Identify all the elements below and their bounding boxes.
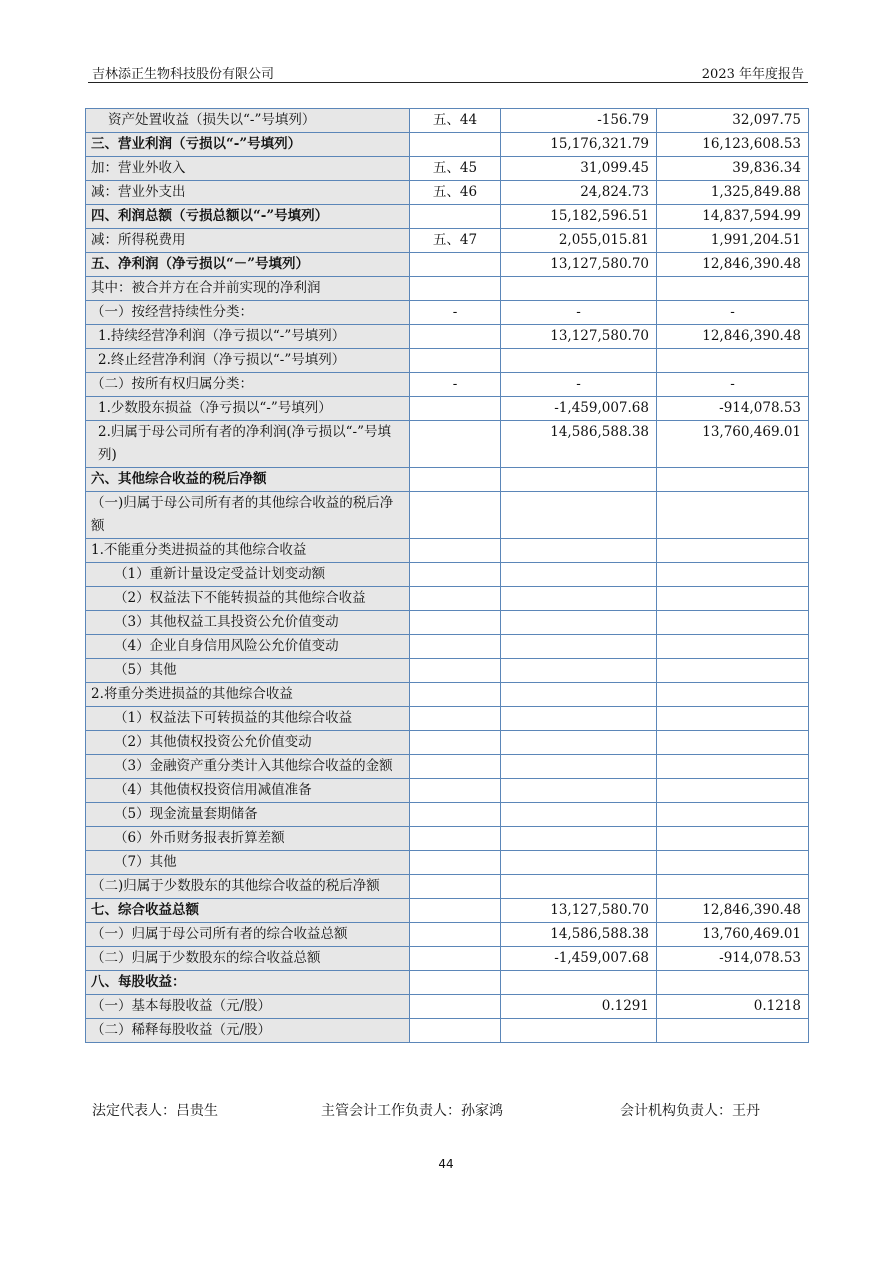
table-row — [86, 1019, 809, 1043]
income-statement-table — [85, 108, 809, 1043]
row-item-label: 2.终止经营净利润（净亏损以“-”号填列） — [86, 349, 410, 373]
row-prior-amount — [657, 827, 809, 851]
row-current-amount — [501, 277, 657, 301]
row-note-ref — [410, 325, 501, 349]
accounting-dept-head: 会计机构负责人：王丹 — [620, 1103, 760, 1119]
row-note-ref: 五、47 — [410, 229, 501, 253]
table-row — [86, 109, 809, 133]
row-current-amount: 31,099.45 — [501, 157, 657, 181]
row-prior-amount: 0.1218 — [657, 995, 809, 1019]
row-item-label: （一)归属于母公司所有者的其他综合收益的税后净额 — [86, 492, 410, 539]
table-row — [86, 995, 809, 1019]
table-row — [86, 851, 809, 875]
row-current-amount — [501, 731, 657, 755]
row-item-label: （4）企业自身信用风险公允价值变动 — [86, 635, 410, 659]
row-prior-amount: 12,846,390.48 — [657, 899, 809, 923]
row-prior-amount: - — [657, 301, 809, 325]
row-note-ref — [410, 707, 501, 731]
row-item-label: （1）重新计量设定受益计划变动额 — [86, 563, 410, 587]
row-current-amount: 14,586,588.38 — [501, 923, 657, 947]
row-item-label: 八、每股收益： — [86, 971, 410, 995]
table-row — [86, 277, 809, 301]
row-note-ref — [410, 277, 501, 301]
row-prior-amount — [657, 683, 809, 707]
row-item-label: 其中：被合并方在合并前实现的净利润 — [86, 277, 410, 301]
row-note-ref — [410, 468, 501, 492]
row-prior-amount — [657, 731, 809, 755]
row-note-ref — [410, 563, 501, 587]
table-row — [86, 468, 809, 492]
row-prior-amount: -914,078.53 — [657, 947, 809, 971]
row-current-amount: 14,586,588.38 — [501, 421, 657, 468]
row-note-ref — [410, 1019, 501, 1043]
row-prior-amount — [657, 779, 809, 803]
row-prior-amount: -914,078.53 — [657, 397, 809, 421]
row-current-amount — [501, 827, 657, 851]
row-prior-amount: 13,760,469.01 — [657, 923, 809, 947]
row-item-label: 减：所得税费用 — [86, 229, 410, 253]
row-current-amount — [501, 659, 657, 683]
row-current-amount: -156.79 — [501, 109, 657, 133]
row-note-ref: - — [410, 373, 501, 397]
row-item-label: （一）归属于母公司所有者的综合收益总额 — [86, 923, 410, 947]
row-item-label: 资产处置收益（损失以“-”号填列） — [86, 109, 410, 133]
row-note-ref — [410, 611, 501, 635]
row-current-amount: - — [501, 301, 657, 325]
table-row — [86, 397, 809, 421]
table-row — [86, 133, 809, 157]
row-item-label: （7）其他 — [86, 851, 410, 875]
table-row — [86, 947, 809, 971]
header-company: 吉林添正生物科技股份有限公司 — [92, 67, 275, 82]
row-current-amount — [501, 635, 657, 659]
row-item-label: （4）其他债权投资信用减值准备 — [86, 779, 410, 803]
row-note-ref — [410, 731, 501, 755]
row-note-ref — [410, 779, 501, 803]
row-current-amount: 13,127,580.70 — [501, 253, 657, 277]
table-row — [86, 373, 809, 397]
row-prior-amount — [657, 492, 809, 539]
table-row — [86, 205, 809, 229]
row-prior-amount: 12,846,390.48 — [657, 253, 809, 277]
row-item-label: （5）其他 — [86, 659, 410, 683]
row-item-label: 三、营业利润（亏损以“-”号填列） — [86, 133, 410, 157]
row-prior-amount — [657, 707, 809, 731]
table-row — [86, 731, 809, 755]
row-current-amount — [501, 707, 657, 731]
row-note-ref — [410, 659, 501, 683]
table-row — [86, 181, 809, 205]
row-item-label: 1.少数股东损益（净亏损以“-”号填列） — [86, 397, 410, 421]
legal-representative: 法定代表人：吕贵生 — [92, 1103, 218, 1119]
row-note-ref: - — [410, 301, 501, 325]
row-prior-amount — [657, 755, 809, 779]
row-item-label: （5）现金流量套期储备 — [86, 803, 410, 827]
row-note-ref: 五、44 — [410, 109, 501, 133]
row-note-ref: 五、46 — [410, 181, 501, 205]
row-prior-amount: 1,325,849.88 — [657, 181, 809, 205]
row-note-ref — [410, 492, 501, 539]
table-row — [86, 253, 809, 277]
table-row — [86, 707, 809, 731]
table-row — [86, 899, 809, 923]
row-note-ref — [410, 253, 501, 277]
accounting-work-head: 主管会计工作负责人：孙家鸿 — [321, 1103, 503, 1119]
row-note-ref — [410, 133, 501, 157]
row-current-amount — [501, 587, 657, 611]
row-note-ref — [410, 587, 501, 611]
row-item-label: （一）基本每股收益（元/股） — [86, 995, 410, 1019]
row-prior-amount: - — [657, 373, 809, 397]
row-note-ref — [410, 635, 501, 659]
table-row — [86, 923, 809, 947]
row-item-label: 七、综合收益总额 — [86, 899, 410, 923]
row-current-amount — [501, 875, 657, 899]
table-row — [86, 635, 809, 659]
row-current-amount: 15,176,321.79 — [501, 133, 657, 157]
row-item-label: 1.不能重分类进损益的其他综合收益 — [86, 539, 410, 563]
row-prior-amount — [657, 349, 809, 373]
row-prior-amount — [657, 563, 809, 587]
row-item-label: 四、利润总额（亏损总额以“-”号填列） — [86, 205, 410, 229]
row-item-label: 1.持续经营净利润（净亏损以“-”号填列） — [86, 325, 410, 349]
row-note-ref — [410, 875, 501, 899]
row-item-label: （1）权益法下可转损益的其他综合收益 — [86, 707, 410, 731]
row-current-amount — [501, 779, 657, 803]
row-item-label: （6）外币财务报表折算差额 — [86, 827, 410, 851]
row-note-ref — [410, 397, 501, 421]
row-current-amount — [501, 349, 657, 373]
table-row — [86, 803, 809, 827]
table-row — [86, 611, 809, 635]
row-current-amount — [501, 971, 657, 995]
row-current-amount: - — [501, 373, 657, 397]
row-item-label: （一）按经营持续性分类： — [86, 301, 410, 325]
row-note-ref — [410, 995, 501, 1019]
table-row — [86, 587, 809, 611]
table-row — [86, 563, 809, 587]
row-prior-amount: 1,991,204.51 — [657, 229, 809, 253]
row-prior-amount: 14,837,594.99 — [657, 205, 809, 229]
row-item-label: 五、净利润（净亏损以“－”号填列） — [86, 253, 410, 277]
row-note-ref — [410, 923, 501, 947]
table-row — [86, 539, 809, 563]
row-prior-amount — [657, 851, 809, 875]
row-note-ref — [410, 851, 501, 875]
row-item-label: （二）按所有权归属分类： — [86, 373, 410, 397]
header-report-title: 2023 年年度报告 — [701, 67, 804, 82]
row-current-amount: 0.1291 — [501, 995, 657, 1019]
table-row — [86, 157, 809, 181]
row-item-label: 2.将重分类进损益的其他综合收益 — [86, 683, 410, 707]
row-prior-amount — [657, 468, 809, 492]
row-current-amount: -1,459,007.68 — [501, 947, 657, 971]
row-item-label: （二）稀释每股收益（元/股） — [86, 1019, 410, 1043]
table-row — [86, 971, 809, 995]
row-note-ref — [410, 539, 501, 563]
row-note-ref — [410, 421, 501, 468]
row-item-label: （2）其他债权投资公允价值变动 — [86, 731, 410, 755]
row-current-amount — [501, 611, 657, 635]
row-note-ref — [410, 803, 501, 827]
row-prior-amount — [657, 539, 809, 563]
row-note-ref — [410, 349, 501, 373]
row-item-label: （二）归属于少数股东的综合收益总额 — [86, 947, 410, 971]
table-row — [86, 421, 809, 468]
row-note-ref — [410, 827, 501, 851]
row-item-label: 加：营业外收入 — [86, 157, 410, 181]
row-current-amount: 13,127,580.70 — [501, 325, 657, 349]
row-current-amount — [501, 563, 657, 587]
table-row — [86, 229, 809, 253]
row-note-ref — [410, 947, 501, 971]
row-note-ref — [410, 899, 501, 923]
row-prior-amount — [657, 659, 809, 683]
table-row — [86, 779, 809, 803]
table-row — [86, 827, 809, 851]
row-prior-amount — [657, 971, 809, 995]
row-current-amount — [501, 492, 657, 539]
row-prior-amount: 32,097.75 — [657, 109, 809, 133]
row-prior-amount — [657, 1019, 809, 1043]
header-rule — [88, 82, 808, 83]
row-item-label: 减：营业外支出 — [86, 181, 410, 205]
row-current-amount — [501, 1019, 657, 1043]
row-prior-amount: 12,846,390.48 — [657, 325, 809, 349]
row-prior-amount — [657, 803, 809, 827]
table-row — [86, 659, 809, 683]
page-number: 44 — [438, 1157, 454, 1171]
row-prior-amount — [657, 611, 809, 635]
table-row — [86, 755, 809, 779]
row-prior-amount — [657, 277, 809, 301]
row-note-ref — [410, 205, 501, 229]
row-current-amount: 15,182,596.51 — [501, 205, 657, 229]
table-row — [86, 875, 809, 899]
row-prior-amount: 16,123,608.53 — [657, 133, 809, 157]
row-prior-amount — [657, 587, 809, 611]
row-note-ref — [410, 971, 501, 995]
row-note-ref — [410, 755, 501, 779]
row-prior-amount — [657, 875, 809, 899]
row-current-amount — [501, 683, 657, 707]
row-current-amount — [501, 803, 657, 827]
row-prior-amount — [657, 635, 809, 659]
row-current-amount — [501, 539, 657, 563]
row-note-ref: 五、45 — [410, 157, 501, 181]
row-prior-amount: 13,760,469.01 — [657, 421, 809, 468]
table-row — [86, 349, 809, 373]
table-row — [86, 301, 809, 325]
row-item-label: （2）权益法下不能转损益的其他综合收益 — [86, 587, 410, 611]
row-current-amount — [501, 851, 657, 875]
row-item-label: 六、其他综合收益的税后净额 — [86, 468, 410, 492]
row-current-amount: 2,055,015.81 — [501, 229, 657, 253]
row-note-ref — [410, 683, 501, 707]
row-item-label: （二)归属于少数股东的其他综合收益的税后净额 — [86, 875, 410, 899]
row-prior-amount: 39,836.34 — [657, 157, 809, 181]
row-item-label: （3）其他权益工具投资公允价值变动 — [86, 611, 410, 635]
row-item-label: 2.归属于母公司所有者的净利润(净亏损以“-”号填列) — [86, 421, 410, 468]
table-row — [86, 683, 809, 707]
row-current-amount: 13,127,580.70 — [501, 899, 657, 923]
row-current-amount: -1,459,007.68 — [501, 397, 657, 421]
row-current-amount: 24,824.73 — [501, 181, 657, 205]
row-current-amount — [501, 755, 657, 779]
table-row — [86, 325, 809, 349]
row-current-amount — [501, 468, 657, 492]
row-item-label: （3）金融资产重分类计入其他综合收益的金额 — [86, 755, 410, 779]
table-row — [86, 492, 809, 539]
